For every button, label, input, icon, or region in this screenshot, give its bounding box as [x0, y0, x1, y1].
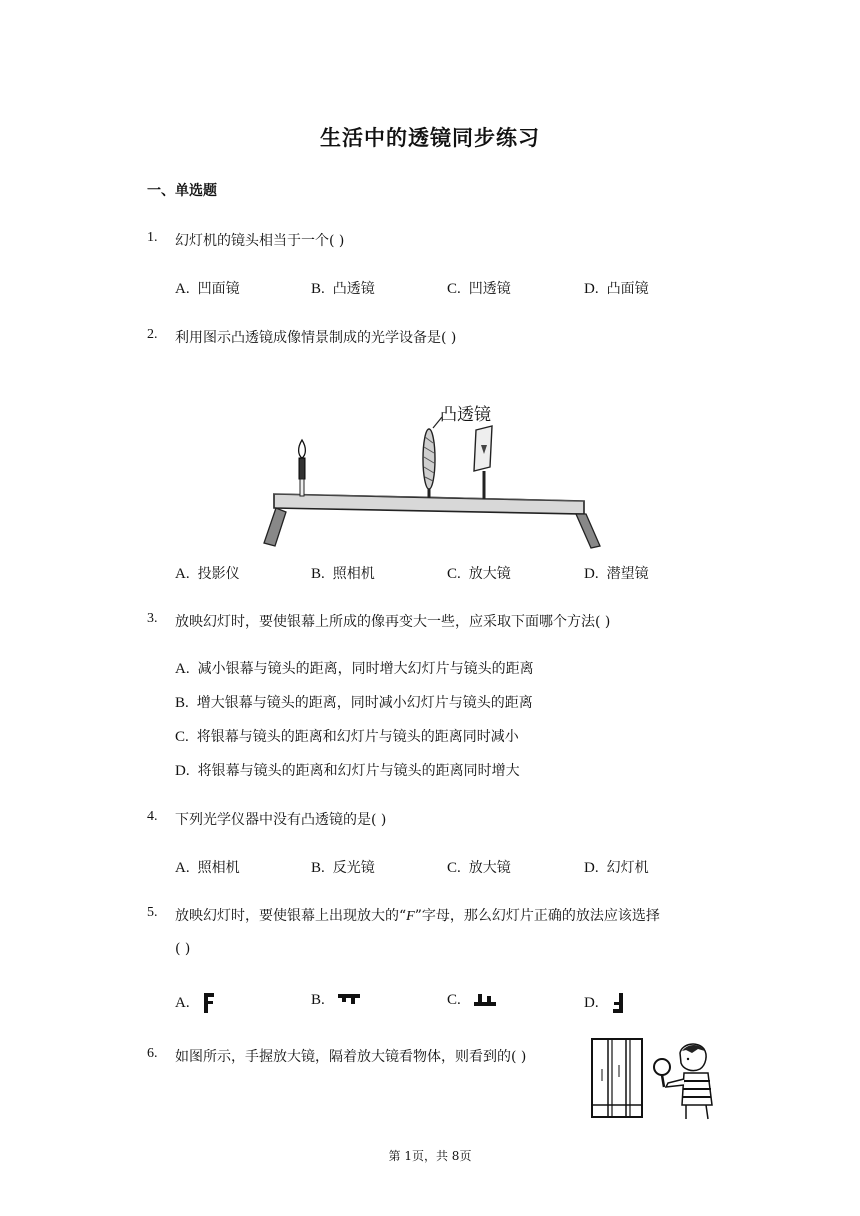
page-title: 生活中的透镜同步练习: [320, 126, 540, 150]
option-d: D. 将银幕与镜头的距离和幻灯片与镜头的距离同时增大: [175, 763, 520, 779]
option-b: B.: [311, 992, 361, 1009]
optical-bench-figure: [258, 395, 608, 550]
question-number: 4.: [147, 809, 158, 824]
lens-label: 凸透镜: [440, 405, 491, 425]
question-number: 1.: [147, 230, 158, 245]
option-c: C.: [447, 992, 497, 1009]
option-a: A. 投影仪: [175, 566, 240, 582]
option-c: C. 放大镜: [447, 860, 511, 876]
question-text: 下列光学仪器中没有凸透镜的是( ): [175, 812, 387, 828]
question-text: 放映幻灯时，要使银幕上出现放大的“F”字母，那么幻灯片正确的放法应该选择: [175, 908, 660, 924]
question-number: 6.: [147, 1046, 158, 1061]
question-text: 如图所示，手握放大镜，隔着放大镜看物体，则看到的( ): [175, 1049, 527, 1065]
question-number: 5.: [147, 905, 158, 920]
question-text: 利用图示凸透镜成像情景制成的光学设备是( ): [175, 330, 457, 346]
question-text: 幻灯机的镜头相当于一个( ): [175, 233, 345, 249]
option-d: D.: [584, 992, 625, 1014]
option-d: D. 潜望镜: [584, 566, 649, 582]
option-c: C. 将银幕与镜头的距离和幻灯片与镜头的距离同时减小: [175, 729, 519, 745]
option-a: A.: [175, 992, 216, 1014]
option-b: B. 照相机: [311, 566, 375, 582]
magnifier-boy-figure: [588, 1035, 720, 1121]
option-b: B. 凸透镜: [311, 281, 375, 297]
option-a: A. 凹面镜: [175, 281, 240, 297]
section-heading: 一、单选题: [147, 183, 217, 199]
option-b: B. 增大银幕与镜头的距离，同时减小幻灯片与镜头的距离: [175, 695, 533, 711]
option-b: B. 反光镜: [311, 860, 375, 876]
question-text: 放映幻灯时，要使银幕上所成的像再变大一些，应采取下面哪个方法( ): [175, 614, 611, 630]
letter-f-inverted-icon: [611, 992, 625, 1014]
option-d: D. 幻灯机: [584, 860, 649, 876]
letter-f-rotated-icon: [337, 993, 361, 1007]
question-number: 3.: [147, 611, 158, 626]
letter-f-upright-icon: [202, 992, 216, 1014]
option-a: A. 减小银幕与镜头的距离，同时增大幻灯片与镜头的距离: [175, 661, 534, 677]
option-a: A. 照相机: [175, 860, 240, 876]
question-number: 2.: [147, 327, 158, 342]
page-footer: 第 1页，共 8页: [388, 1149, 472, 1163]
option-c: C. 凹透镜: [447, 281, 511, 297]
option-c: C. 放大镜: [447, 566, 511, 582]
option-d: D. 凸面镜: [584, 281, 649, 297]
letter-f-rotated-icon: [473, 993, 497, 1007]
question-text-line2: ( ): [175, 941, 191, 957]
